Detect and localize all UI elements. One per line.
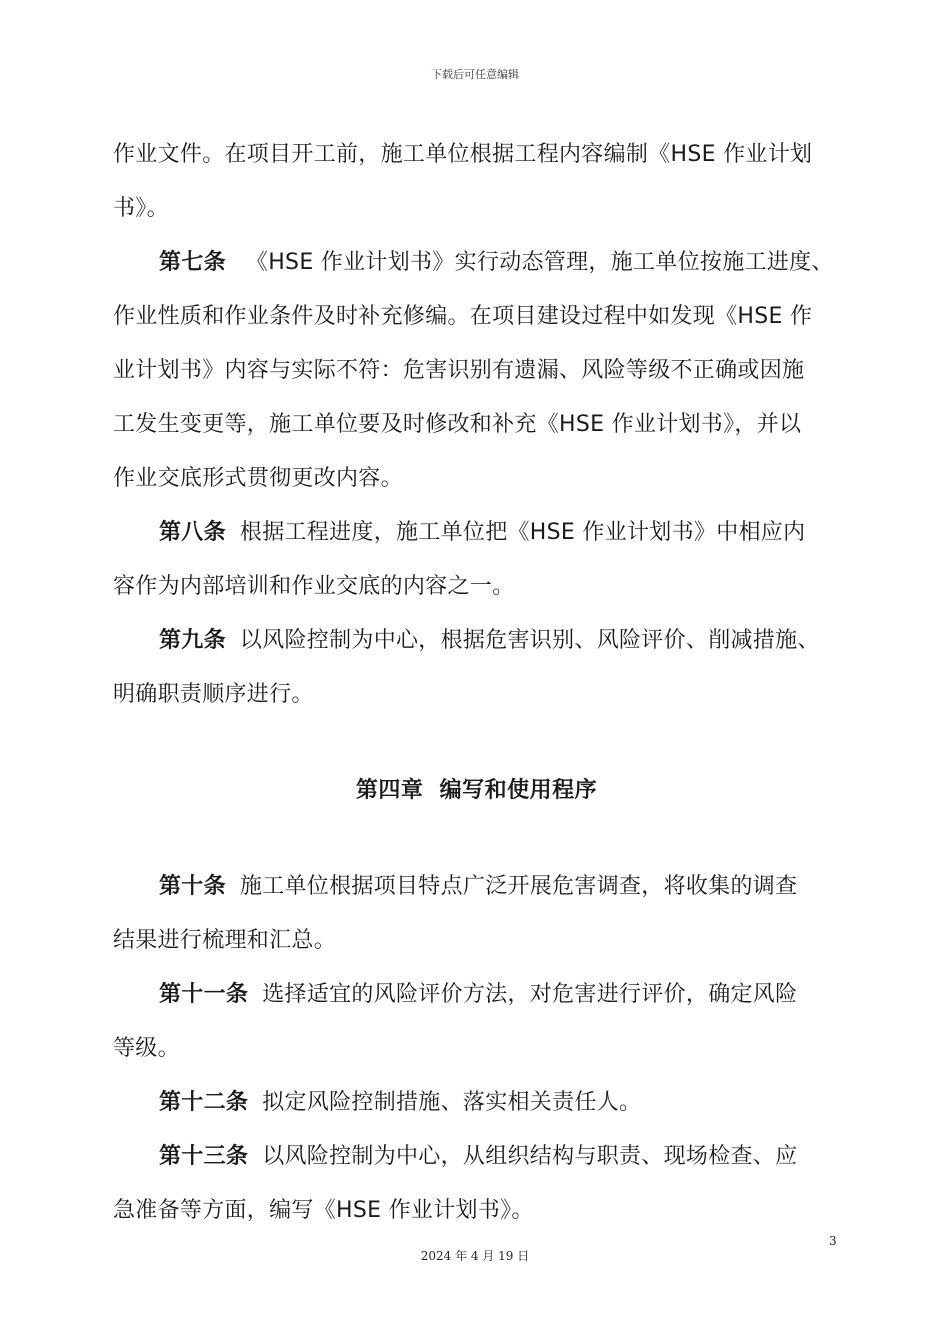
- text-line: 作业交底形式贯彻更改内容。: [113, 466, 403, 491]
- page-number: 3: [829, 1234, 837, 1248]
- text-span: 根据工程进度，施工单位把《HSE 作业计划书》中相应内: [239, 520, 806, 545]
- text-line: 业计划书》内容与实际不符：危害识别有遗漏、风险等级不正确或因施: [113, 358, 805, 383]
- article-label: 第十二条: [159, 1090, 249, 1115]
- article-label: 第八条: [159, 520, 226, 545]
- text-span: 以风险控制为中心，根据危害识别、风险评价、削减措施、: [239, 628, 820, 653]
- text-line: 工发生变更等，施工单位要及时修改和补充《HSE 作业计划书》，并以: [113, 412, 802, 437]
- article-10-line-1: [113, 860, 840, 914]
- footer-date: 2024 年 4 月 19 日: [420, 1249, 530, 1263]
- text-line: 作业文件。在项目开工前，施工单位根据工程内容编制《HSE 作业计划: [113, 142, 813, 167]
- article-9-line-1: [113, 614, 840, 668]
- text-line: 容作为内部培训和作业交底的内容之一。: [113, 574, 515, 599]
- text-span: 施工单位根据项目特点广泛开展危害调查，将收集的调查: [239, 874, 798, 899]
- article-label: 第九条: [159, 628, 226, 653]
- article-8-line-1: [113, 506, 840, 560]
- text-span: 选择适宜的风险评价方法，对危害进行评价，确定风险: [262, 982, 798, 1007]
- text-line: 急准备等方面，编写《HSE 作业计划书》。: [113, 1198, 534, 1223]
- document-body: [113, 128, 840, 1238]
- article-11-line-1: [113, 968, 840, 1022]
- article-13-line-1: [113, 1130, 840, 1184]
- header-note: 下载后可任意编辑: [431, 68, 519, 81]
- text-span: 《HSE 作业计划书》实行动态管理，施工单位按施工进度、: [245, 250, 834, 275]
- text-span: 以风险控制为中心，从组织结构与职责、现场检查、应: [262, 1144, 798, 1169]
- text-span: 拟定风险控制措施、落实相关责任人。: [262, 1090, 642, 1115]
- text-line: 结果进行梳理和汇总。: [113, 928, 337, 953]
- article-12-line-1: [113, 1076, 840, 1130]
- article-label: 第十一条: [159, 982, 249, 1007]
- chapter-title: 第四章 编写和使用程序: [355, 778, 598, 803]
- article-label: 第十条: [159, 874, 226, 899]
- article-label: 第十三条: [159, 1144, 249, 1169]
- text-line: 明确职责顺序进行。: [113, 682, 314, 707]
- article-7-line-1: [113, 236, 840, 290]
- text-line: 等级。: [113, 1036, 180, 1061]
- text-line: 书》。: [113, 196, 169, 221]
- text-line: 作业性质和作业条件及时补充修编。在项目建设过程中如发现《HSE 作: [113, 304, 813, 329]
- article-label: 第七条: [159, 250, 226, 275]
